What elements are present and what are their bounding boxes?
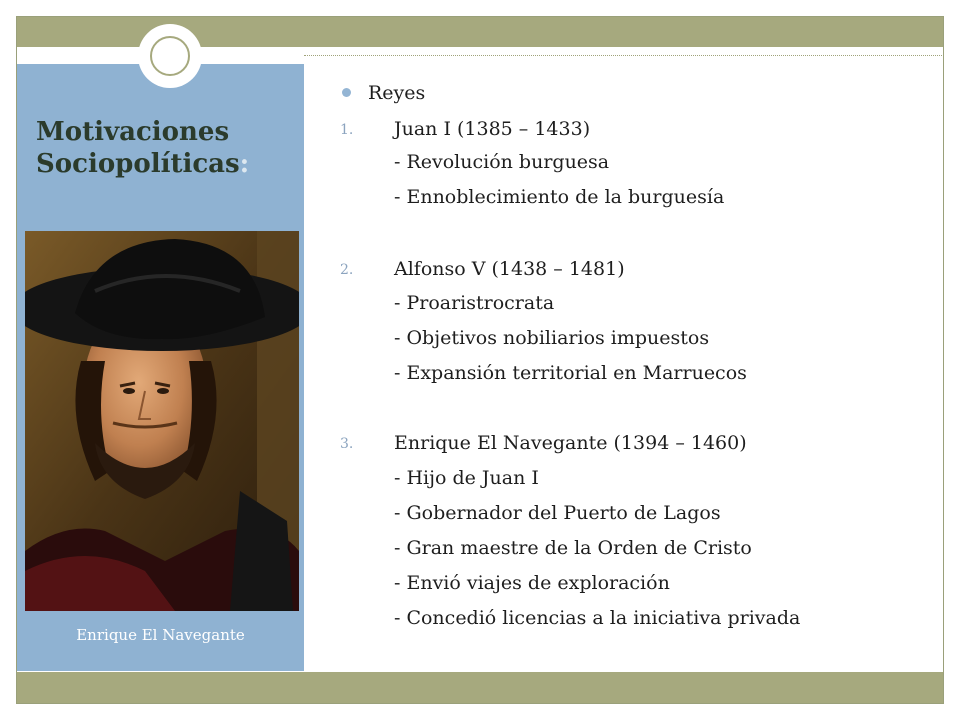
circle-ornament-ring — [150, 36, 190, 76]
sub-item-text: - Concedió licencias a la iniciativa privada — [394, 607, 801, 629]
sub-item-text: - Ennoblecimiento de la burguesía — [394, 186, 725, 208]
dotted-divider — [304, 55, 942, 56]
sub-item-text: - Hijo de Juan I — [394, 467, 539, 489]
sub-item-text: - Expansión territorial en Marruecos — [394, 362, 747, 384]
sub-item-text: - Envió viajes de exploración — [394, 572, 670, 594]
sub-item-text: - Proaristrocrata — [394, 292, 555, 314]
slide-title-text: Motivaciones Sociopolíticas — [36, 117, 240, 179]
portrait-image — [25, 231, 299, 611]
list-number: 2. — [340, 262, 354, 278]
king-name: Alfonso V (1438 – 1481) — [394, 258, 625, 280]
slide-title — [36, 116, 296, 180]
bullet-dot — [342, 88, 351, 97]
portrait-caption: Enrique El Navegante — [76, 626, 245, 644]
sub-item-text: - Gobernador del Puerto de Lagos — [394, 502, 721, 524]
slide-title-colon: : — [239, 149, 250, 179]
bottom-accent-bar — [17, 672, 943, 703]
list-number: 1. — [340, 122, 354, 138]
king-name: Juan I (1385 – 1433) — [394, 118, 591, 140]
sub-item-text: - Revolución burguesa — [394, 151, 610, 173]
sub-item-text: - Objetivos nobiliarios impuestos — [394, 327, 710, 349]
sub-item-text: - Gran maestre de la Orden de Cristo — [394, 537, 752, 559]
king-name: Enrique El Navegante (1394 – 1460) — [394, 432, 747, 454]
list-heading: Reyes — [368, 82, 426, 104]
portrait-illustration — [25, 231, 299, 611]
list-number: 3. — [340, 436, 354, 452]
